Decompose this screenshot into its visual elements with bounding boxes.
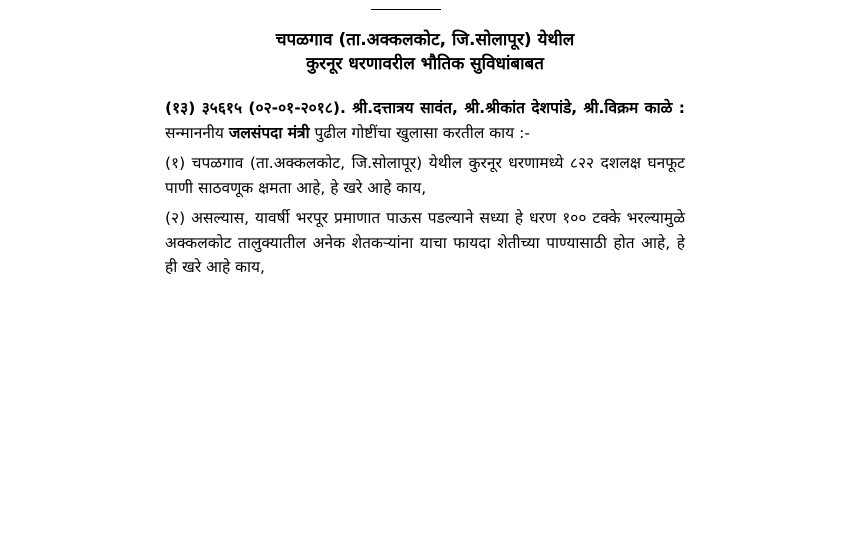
question-point-2: (२) असल्यास, यावर्षी भरपूर प्रमाणात पाऊस पडल्याने सध्या हे धरण १०० टक्के भरल्यामुळे अक्कलकोट तालुक्यातील अनेक शेतकऱ्यांना याचा फायदा शेतीच्या पाण्यासाठी होत आहे, हे ही खरे आहे काय, bbox=[165, 209, 685, 276]
document-title bbox=[160, 28, 690, 76]
minister-title: जलसंपदा मंत्री bbox=[228, 123, 310, 142]
title-line-2: कुरनूर धरणावरील भौतिक सुविधांबाबत bbox=[306, 54, 544, 74]
question-reference: (१३) ३५६१५ (०२-०१-२०१८). श्री.दत्तात्रय सावंत, श्री.श्रीकांत देशपांडे, श्री.विक्रम काळे : bbox=[165, 99, 685, 117]
question-point-1: (१) चपळगाव (ता.अक्कलकोट, जि.सोलापूर) येथील कुरनूर धरणामध्ये ८२२ दशलक्ष घनफूट पाणी साठवणूक क्षमता आहे, हे खरे आहे काय, bbox=[165, 154, 685, 197]
question-intro bbox=[165, 96, 685, 145]
intro-lead-text: सन्माननीय bbox=[165, 123, 229, 142]
intro-tail-text: पुढील गोष्टींचा खुलासा करतील काय :- bbox=[309, 123, 530, 142]
top-divider bbox=[371, 9, 441, 10]
question-body bbox=[165, 96, 685, 286]
title-line-1: चपळगाव (ता.अक्कलकोट, जि.सोलापूर) येथील bbox=[275, 30, 575, 50]
